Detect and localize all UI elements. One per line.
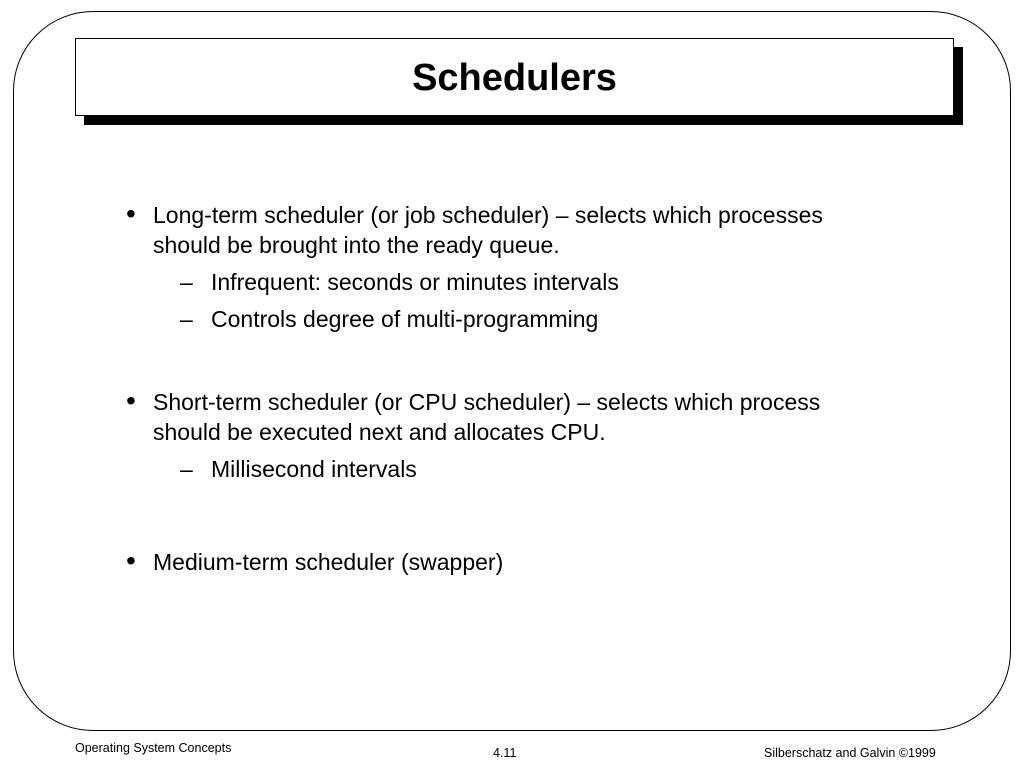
slide-title: Schedulers	[412, 57, 617, 99]
sub-item-infrequent	[180, 267, 820, 297]
sub-item-text: Infrequent: seconds or minutes intervals	[211, 269, 619, 295]
bullet-item-short-term	[126, 387, 846, 447]
sub-item-degree	[180, 304, 820, 334]
bullet-text: Long-term scheduler (or job scheduler) – selects which processes should be brought into the ready queue.	[153, 202, 823, 258]
bullet-marker: •	[126, 385, 136, 416]
bullet-marker: •	[126, 545, 136, 576]
footer-course-title: Operating System Concepts	[75, 741, 232, 755]
footer-copyright: Silberschatz and Galvin ©1999	[764, 746, 936, 760]
sub-item-millisecond	[180, 454, 820, 484]
title-box	[75, 38, 954, 116]
dash-marker: –	[180, 456, 193, 482]
dash-marker: –	[180, 269, 193, 295]
bullet-item-long-term	[126, 200, 846, 260]
sub-item-text: Controls degree of multi-programming	[211, 306, 599, 332]
footer-page-number: 4.11	[493, 746, 517, 760]
sub-item-text: Millisecond intervals	[211, 456, 417, 482]
bullet-item-medium-term	[126, 547, 846, 577]
dash-marker: –	[180, 306, 193, 332]
bullet-text: Medium-term scheduler (swapper)	[153, 549, 504, 575]
bullet-text: Short-term scheduler (or CPU scheduler) – selects which process should be executed next and allocates CPU.	[153, 389, 821, 445]
bullet-marker: •	[126, 198, 136, 229]
